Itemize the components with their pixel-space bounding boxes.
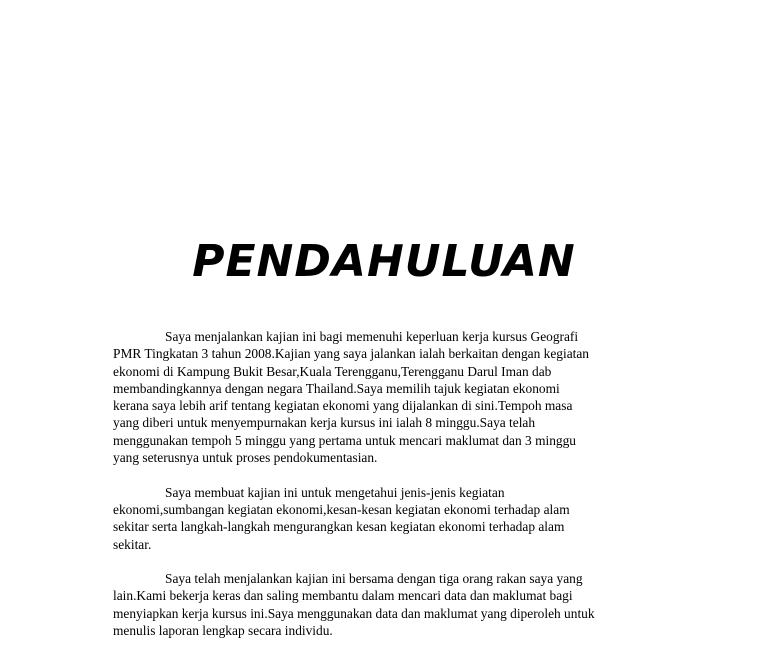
paragraph-line: membandingkannya dengan negara Thailand.Saya memilih tajuk kegiatan ekonomi xyxy=(113,380,560,396)
paragraph-line: kerana saya lebih arif tentang kegiatan ekonomi yang dijalankan di sini.Tempoh masa xyxy=(113,398,573,414)
paragraph-line: ekonomi di Kampung Bukit Besar,Kuala Terengganu,Terengganu Darul Iman dab xyxy=(113,363,552,379)
document-body xyxy=(113,328,661,657)
document-title: PENDAHULUAN xyxy=(192,236,576,287)
paragraph-line: ekonomi,sumbangan kegiatan ekonomi,kesan-kesan kegiatan ekonomi terhadap alam xyxy=(113,501,570,517)
paragraph-line: sekitar serta langkah-langkah mengurangkan kesan kegiatan ekonomi terhadap alam xyxy=(113,519,565,535)
paragraph-line: lain.Kami bekerja keras dan saling membantu dalam mencari data dan maklumat bagi xyxy=(113,588,573,604)
paragraph-line: menyiapkan kerja kursus ini.Saya menggunakan data dan maklumat yang diperoleh untuk xyxy=(113,605,595,621)
paragraph-line: menggunakan tempoh 5 minggu yang pertama untuk mencari maklumat dan 3 minggu xyxy=(113,432,576,448)
paragraph-line: menulis laporan lengkap secara individu. xyxy=(113,623,333,639)
paragraph-3 xyxy=(113,570,661,639)
paragraph-line: Saya menjalankan kajian ini bagi memenuhi keperluan kerja kursus Geografi xyxy=(165,329,579,344)
paragraph-line: yang seterusnya untuk proses pendokumentasian. xyxy=(113,450,378,466)
paragraph-line: Saya telah menjalankan kajian ini bersama dengan tiga orang rakan saya yang xyxy=(165,571,583,587)
paragraph-line: sekitar. xyxy=(113,536,152,552)
paragraph-1 xyxy=(113,328,661,466)
paragraph-2 xyxy=(113,484,661,553)
paragraph-line: Saya membuat kajian ini untuk mengetahui jenis-jenis kegiatan xyxy=(165,484,505,500)
paragraph-line: PMR Tingkatan 3 tahun 2008.Kajian yang saya jalankan ialah berkaitan dengan kegiatan xyxy=(113,346,589,362)
paragraph-line: yang diberi untuk menyempurnakan kerja kursus ini ialah 8 minggu.Saya telah xyxy=(113,415,536,431)
